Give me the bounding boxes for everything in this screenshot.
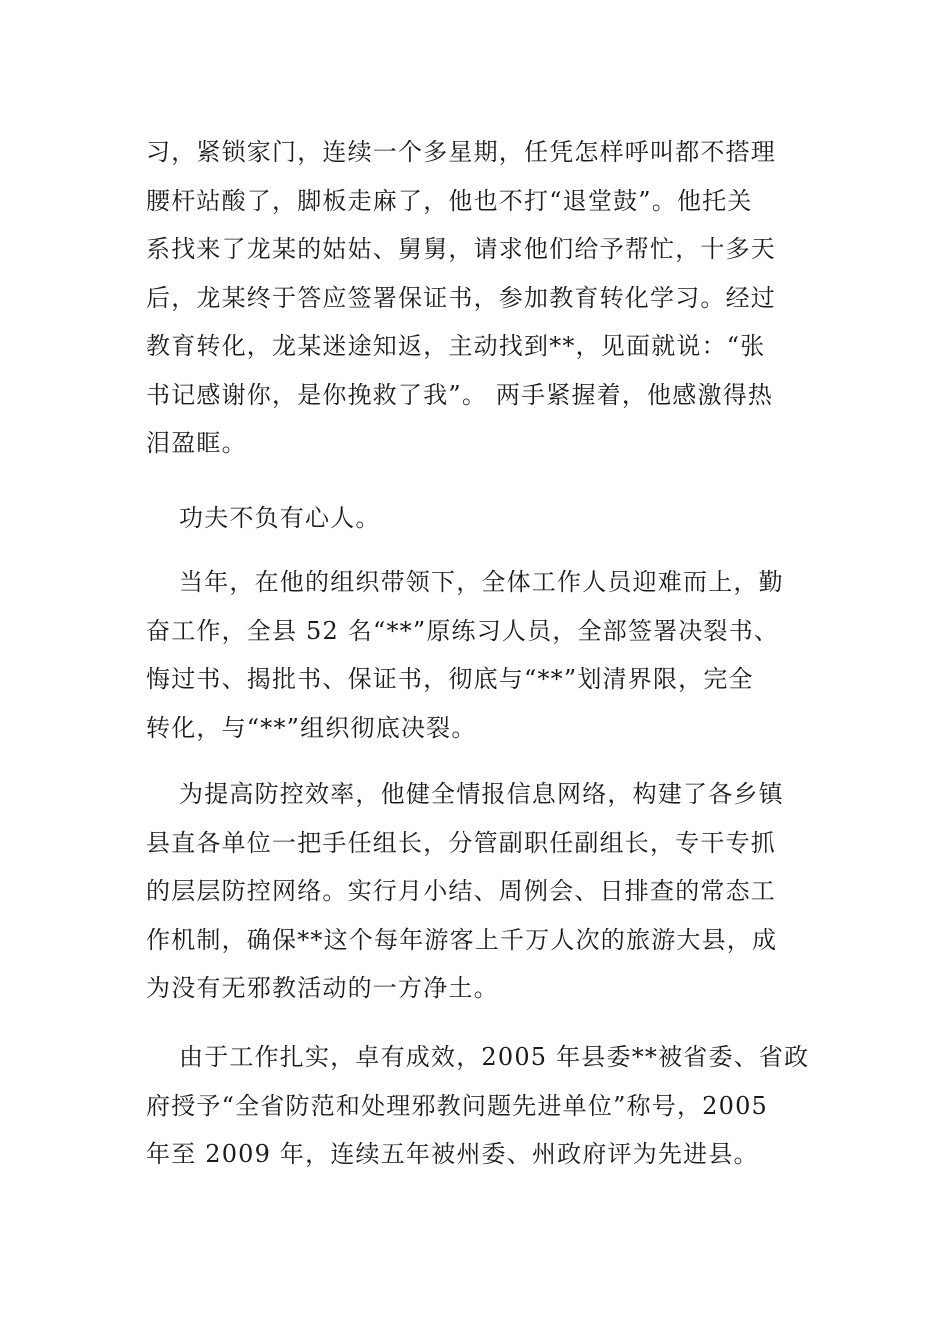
text-line: 悔过书、揭批书、保证书，彻底与“**”划清界限，完全 [146, 665, 754, 693]
paragraph-3 [146, 558, 806, 752]
text-line: 作机制，确保**这个每年游客上千万人次的旅游大县，成 [146, 925, 778, 954]
text-line: 府授予“全省防范和处理邪教问题先进单位”称号，2005 [146, 1091, 769, 1120]
text-line: 的层层防控网络。实行月小结、周例会、日排查的常态工 [146, 877, 776, 905]
text-line: 后，龙某终于答应签署保证书，参加教育转化学习。经过 [146, 283, 776, 312]
text-line: 由于工作扎实，卓有成效，2005 年县委**被省委、省政 [179, 1043, 810, 1071]
text-line: 年至 2009 年，连续五年被州委、州政府评为先进县。 [146, 1140, 759, 1168]
text-line: 书记感谢你，是你挽救了我”。 两手紧握着，他感激得热 [146, 380, 774, 409]
paragraph-2 [146, 494, 806, 543]
text-line: 县直各单位一把手任组长，分管副职任副组长，专干专抓 [146, 828, 776, 857]
text-line: 习，紧锁家门，连续一个多星期，任凭怎样呼叫都不搭理 [146, 138, 776, 166]
text-line: 功夫不负有心人。 [179, 504, 381, 532]
text-line: 当年，在他的组织带领下，全体工作人员迎难而上，勤 [179, 568, 784, 596]
text-line: 腰杆站酸了，脚板走麻了，他也不打“退堂鼓”。他托关 [146, 186, 753, 215]
text-line: 为提高防控效率，他健全情报信息网络，构建了各乡镇 [179, 780, 784, 808]
text-line: 奋工作，全县 52 名“**”原练习人员，全部签署决裂书、 [146, 616, 780, 645]
text-line: 为没有无邪教活动的一方净土。 [146, 974, 499, 1002]
paragraph-5 [146, 1033, 810, 1179]
text-line: 系找来了龙某的姑姑、舅舅，请求他们给予帮忙，十多天 [146, 235, 776, 263]
paragraph-4 [146, 770, 806, 1013]
text-line: 转化，与“**”组织彻底决裂。 [146, 713, 477, 742]
paragraph-1 [146, 128, 806, 468]
text-line: 教育转化，龙某迷途知返，主动找到**，见面就说：“张 [146, 332, 766, 360]
text-line: 泪盈眶。 [146, 429, 247, 457]
